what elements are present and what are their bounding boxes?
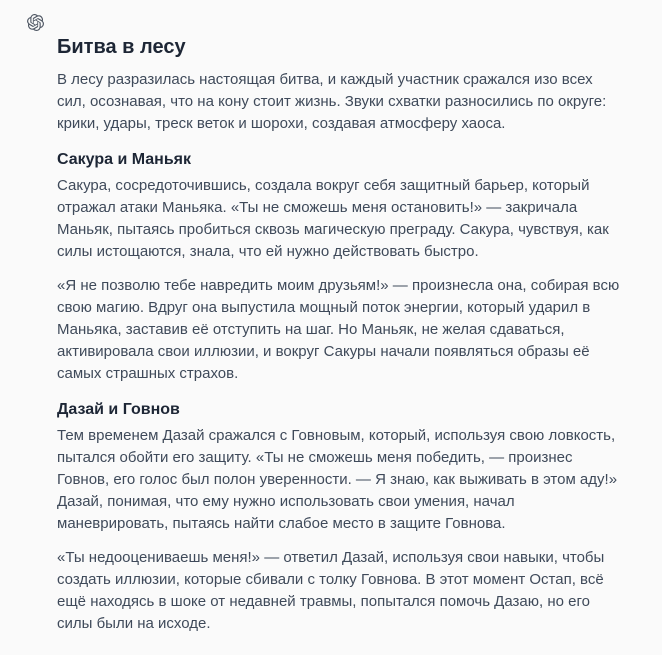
- paragraph: «Я не позволю тебе навредить моим друзьям!» — произнесла она, собирая всю свою магию. Вдруг она выпустила мощный поток энергии, который ударил в Маньяка, заставив её отступить на шаг. Но Маньяк, не желая сдаваться, активировала свои иллюзии, и вокруг Сакуры начали появляться образы её самых страшных страхов.: [57, 277, 620, 382]
- paragraph: Тем временем Дазай сражался с Говновым, который, используя свою ловкость, пытался обойти его защиту. «Ты не сможешь меня победить, — произнес Говнов, его голос был полон уверенности. — Я знаю, как выживать в этом аду!» Дазай, понимая, что ему нужно использовать свои умения, начал маневрировать, пытаясь найти слабое место в защите Говнова.: [57, 427, 618, 532]
- section-heading-sakura-manyak: Сакура и Маньяк: [57, 151, 192, 168]
- message-content: [57, 13, 624, 647]
- paragraph: Сакура, сосредоточившись, создала вокруг себя защитный барьер, который отражал атаки Маньяка. «Ты не сможешь меня остановить!» — закричала Маньяк, пытаясь пробиться сквозь магическую преграду. Сакура, чувствуя, как силы истощаются, знала, что ей нужно действовать быстро.: [57, 177, 609, 260]
- intro-paragraph: В лесу разразилась настоящая битва, и каждый участник сражался изо всех сил, осознавая, что на кону стоит жизнь. Звуки схватки разносились по округе: крики, удары, треск веток и шорохи, создавая атмосферу хаоса.: [57, 71, 607, 132]
- openai-logo-icon: [27, 14, 44, 31]
- assistant-avatar: [27, 14, 44, 31]
- section-heading-dazai-govnov: Дазай и Говнов: [57, 401, 180, 418]
- page-title: Битва в лесу: [57, 36, 186, 58]
- paragraph: «Ты недооцениваешь меня!» — ответил Дазай, используя свои навыки, чтобы создать иллюзии, которые сбивали с толку Говнова. В этот момент Остап, всё ещё находясь в шоке от недавней травмы, попытался помочь Дазаю, но его силы были на исходе.: [57, 549, 605, 632]
